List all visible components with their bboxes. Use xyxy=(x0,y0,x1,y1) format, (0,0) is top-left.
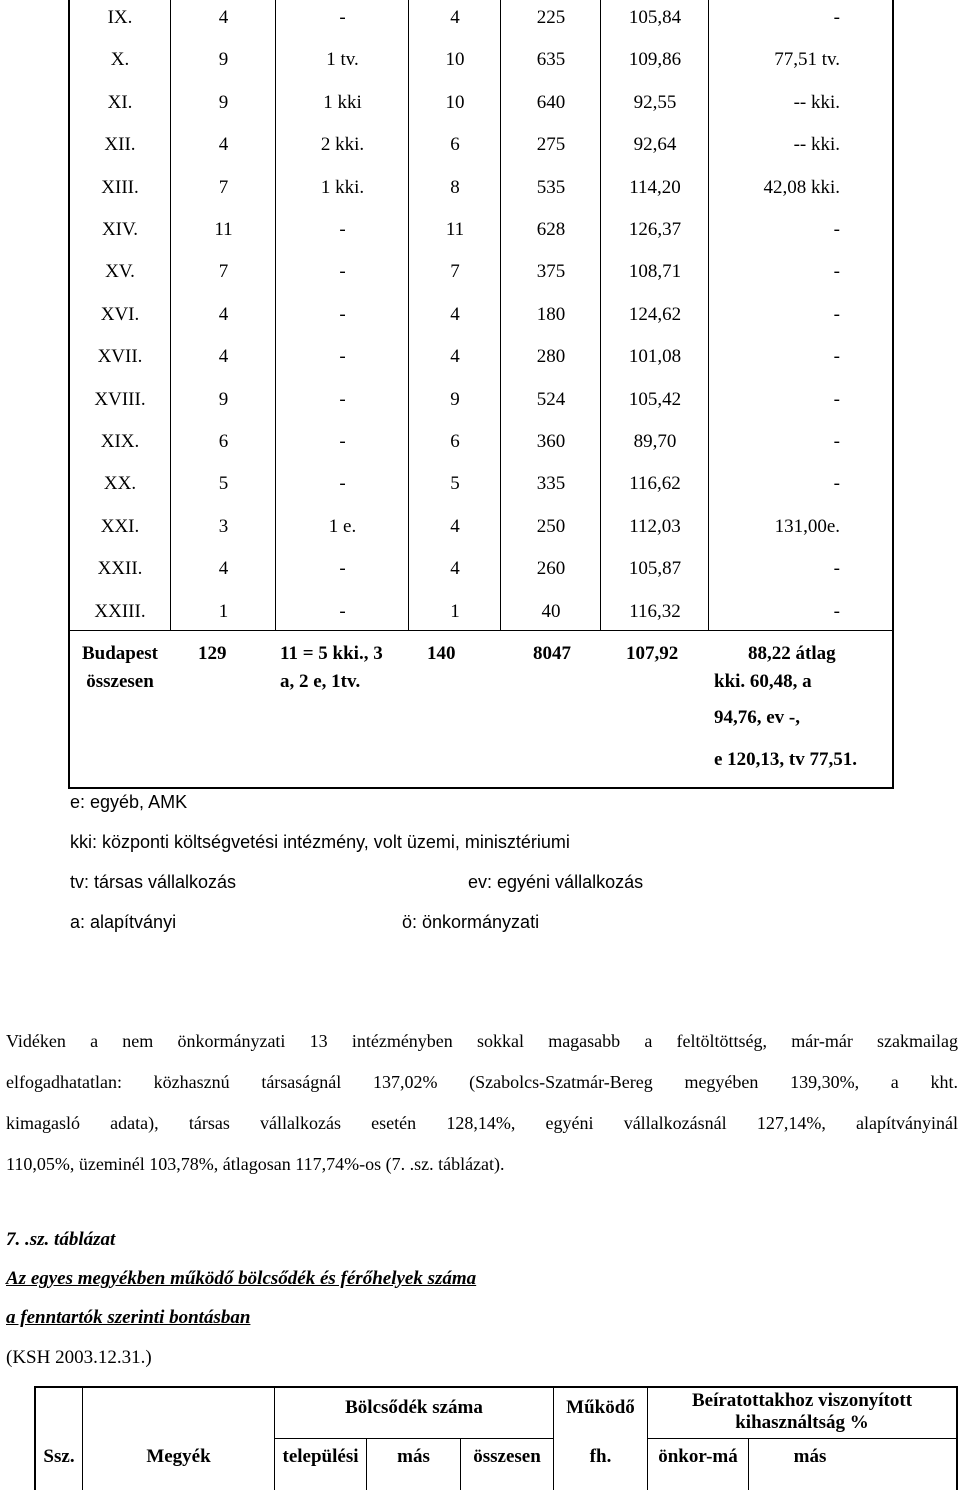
table-cell-c3: 11 xyxy=(445,219,465,240)
total-c3: 140 xyxy=(427,643,456,664)
table-cell-c5: 89,70 xyxy=(633,431,677,452)
table-cell-c3: 6 xyxy=(450,134,460,155)
table-cell-c4: 375 xyxy=(536,261,566,282)
paragraph-line: 110,05%, üzeminél 103,78%, átlagosan 117,74%-os (7. .sz. táblázat). xyxy=(6,1154,505,1174)
legend-e: e: egyéb, AMK xyxy=(70,792,188,812)
table-cell-c5: 92,55 xyxy=(633,92,677,113)
header-beiratottakhoz: Beíratottakhoz viszonyított kihasználtság % xyxy=(691,1390,913,1433)
table-cell-c1: 5 xyxy=(218,473,229,494)
table-cell-district: XI. xyxy=(107,92,133,113)
header-osszesen: összesen xyxy=(473,1446,541,1467)
table-cell-c5: 92,64 xyxy=(633,134,677,155)
table-cell-c5: 105,42 xyxy=(628,389,682,410)
table-cell-c4: 275 xyxy=(536,134,566,155)
table-cell-c6: 131,00e. xyxy=(774,516,840,537)
table-divider xyxy=(275,0,276,630)
table-cell-c1: 6 xyxy=(218,431,229,452)
total-c6-line4: e 120,13, tv 77,51. xyxy=(714,749,858,770)
table-cell-c1: 7 xyxy=(218,261,229,282)
table-cell-c4: 628 xyxy=(536,219,566,240)
table-cell-c6: - xyxy=(833,473,840,494)
table-cell-c3: 10 xyxy=(445,49,465,70)
table-cell-c1: 11 xyxy=(214,219,233,240)
total-c6-line3: 94,76, ev -, xyxy=(714,707,801,728)
table-cell-c4: 360 xyxy=(536,431,566,452)
table-cell-c5: 105,84 xyxy=(628,7,682,28)
total-label: Budapest összesen xyxy=(81,643,159,692)
legend-kki: kki: központi költségvetési intézmény, volt üzemi, minisztériumi xyxy=(70,832,570,852)
table-cell-district: XX. xyxy=(103,473,137,494)
table-cell-c5: 126,37 xyxy=(628,219,682,240)
table-cell-c6: -- kki. xyxy=(793,92,840,113)
table-cell-c4: 524 xyxy=(536,389,566,410)
table-cell-c5: 112,03 xyxy=(629,516,681,537)
table-divider xyxy=(274,1438,553,1439)
body-paragraph xyxy=(6,1021,958,1185)
legend-ev: ev: egyéni vállalkozás xyxy=(468,872,644,892)
table-cell-c3: 10 xyxy=(445,92,465,113)
table-divider xyxy=(708,0,709,630)
table-cell-c2: - xyxy=(339,261,346,282)
table-divider xyxy=(82,1386,83,1490)
table-cell-c2: - xyxy=(339,219,346,240)
table-cell-c5: 105,87 xyxy=(628,558,682,579)
table-cell-c3: 1 xyxy=(450,601,460,622)
table-cell-c2: - xyxy=(339,431,346,452)
table-title-line1: Az egyes megyékben működő bölcsődék és férőhelyek száma xyxy=(6,1268,477,1289)
table-cell-c2: 1 kki xyxy=(323,92,362,113)
total-c1: 129 xyxy=(198,643,227,664)
table-cell-c2: - xyxy=(339,7,346,28)
table-cell-c4: 335 xyxy=(536,473,566,494)
table-cell-c1: 9 xyxy=(218,92,229,113)
table-cell-c2: 2 kki. xyxy=(320,134,365,155)
table-cell-c1: 4 xyxy=(218,7,229,28)
table-cell-c2: - xyxy=(339,389,346,410)
table-cell-c3: 8 xyxy=(450,177,460,198)
header-fh: fh. xyxy=(589,1446,612,1467)
table-number: 7. .sz. táblázat xyxy=(6,1229,116,1250)
table-divider xyxy=(68,630,894,631)
table-cell-c4: 280 xyxy=(536,346,566,367)
table-cell-c5: 124,62 xyxy=(628,304,682,325)
table-cell-c5: 116,62 xyxy=(629,473,681,494)
header-megyek: Megyék xyxy=(146,1446,211,1467)
table-cell-c1: 7 xyxy=(218,177,229,198)
total-c2: 11 = 5 kki., 3 a, 2 e, 1tv. xyxy=(280,643,383,692)
table-cell-c5: 116,32 xyxy=(629,601,681,622)
table-cell-c4: 640 xyxy=(536,92,566,113)
table-cell-c6: - xyxy=(833,261,840,282)
table-cell-c1: 4 xyxy=(218,346,229,367)
table-cell-c3: 9 xyxy=(450,389,460,410)
table-title-line2: a fenntartók szerinti bontásban xyxy=(6,1307,251,1328)
legend-tv: tv: társas vállalkozás xyxy=(70,872,237,892)
paragraph-line: Vidéken a nem önkormányzati 13 intézményben sokkal magasabb a feltöltöttség, már-már szakmailag xyxy=(6,1031,958,1051)
table-cell-district: XV. xyxy=(105,261,135,282)
table-cell-c1: 4 xyxy=(218,304,229,325)
table-cell-c1: 3 xyxy=(218,516,229,537)
total-c4: 8047 xyxy=(533,643,571,664)
table-cell-c4: 260 xyxy=(536,558,566,579)
table-cell-district: X. xyxy=(110,49,130,70)
table-divider xyxy=(500,0,501,630)
table-cell-c2: - xyxy=(339,473,346,494)
table-cell-c6: - xyxy=(833,7,840,28)
table-cell-c3: 4 xyxy=(450,516,460,537)
table-divider xyxy=(408,0,409,630)
table-cell-district: XXIII. xyxy=(94,601,146,622)
table-cell-district: XVI. xyxy=(100,304,140,325)
table-cell-c4: 635 xyxy=(536,49,566,70)
table-source: (KSH 2003.12.31.) xyxy=(6,1347,152,1368)
table-cell-c2: - xyxy=(339,346,346,367)
header-mukodo: Működő xyxy=(566,1397,635,1418)
table-cell-c3: 4 xyxy=(450,304,460,325)
table-cell-district: IX. xyxy=(107,7,133,28)
table-cell-c2: 1 e. xyxy=(328,516,357,537)
table-divider xyxy=(170,0,171,630)
header-ssz: Ssz. xyxy=(43,1446,75,1467)
table-cell-c1: 1 xyxy=(218,601,229,622)
total-c5: 107,92 xyxy=(626,643,679,664)
table-cell-c2: - xyxy=(339,304,346,325)
table-cell-c6: - xyxy=(833,431,840,452)
paragraph-line: elfogadhatatlan: közhasznú társaságnál 137,02% (Szabolcs-Szatmár-Bereg megyében 139,30%, a kht. xyxy=(6,1072,958,1092)
table-cell-c5: 114,20 xyxy=(629,177,681,198)
table-cell-district: XXI. xyxy=(100,516,140,537)
table-cell-c6: 77,51 tv. xyxy=(774,49,840,70)
table-cell-c5: 108,71 xyxy=(628,261,682,282)
table-cell-c6: 42,08 kki. xyxy=(763,177,840,198)
header-bolcsodek-szama: Bölcsődék száma xyxy=(345,1397,483,1418)
table-cell-district: XIV. xyxy=(101,219,139,240)
table-cell-c2: - xyxy=(339,601,346,622)
table-cell-c5: 101,08 xyxy=(628,346,682,367)
table-cell-c3: 4 xyxy=(450,558,460,579)
table-divider xyxy=(600,0,601,630)
table-cell-c5: 109,86 xyxy=(628,49,682,70)
table-cell-c3: 7 xyxy=(450,261,460,282)
paragraph-line: kimagasló adata), társas vállalkozás esetén 128,14%, egyéni vállalkozásnál 127,14%, alapítványinál xyxy=(6,1113,958,1133)
total-c6: 88,22 átlag kki. 60,48, a xyxy=(714,643,836,692)
table-cell-c1: 4 xyxy=(218,134,229,155)
table-cell-c6: - xyxy=(833,219,840,240)
table-cell-c1: 4 xyxy=(218,558,229,579)
table-cell-c6: - xyxy=(833,558,840,579)
table-cell-c4: 535 xyxy=(536,177,566,198)
table-cell-c6: -- kki. xyxy=(793,134,840,155)
table-cell-district: XVII. xyxy=(97,346,143,367)
header-mas: más xyxy=(397,1446,430,1467)
table-cell-c1: 9 xyxy=(218,49,229,70)
table-cell-c4: 40 xyxy=(541,601,561,622)
header-onkor-ma: önkor-má xyxy=(658,1446,738,1467)
header-telepulesi: települési xyxy=(282,1446,359,1467)
table-cell-c2: 1 tv. xyxy=(326,49,359,70)
table-cell-c1: 9 xyxy=(218,389,229,410)
table-divider xyxy=(647,1438,958,1439)
legend-o: ö: önkormányzati xyxy=(402,912,540,932)
table-cell-district: XII. xyxy=(104,134,136,155)
table-cell-c3: 4 xyxy=(450,7,460,28)
table-cell-c6: - xyxy=(833,389,840,410)
table-cell-district: XIX. xyxy=(100,431,140,452)
table-cell-c3: 5 xyxy=(450,473,460,494)
table-cell-c3: 4 xyxy=(450,346,460,367)
table-cell-c4: 250 xyxy=(536,516,566,537)
table-cell-c3: 6 xyxy=(450,431,460,452)
table-cell-c4: 180 xyxy=(536,304,566,325)
table-cell-district: XVIII. xyxy=(94,389,146,410)
table-cell-district: XIII. xyxy=(101,177,139,198)
table-cell-c6: - xyxy=(833,346,840,367)
table-cell-c2: - xyxy=(339,558,346,579)
table-cell-c6: - xyxy=(833,601,840,622)
table-cell-c6: - xyxy=(833,304,840,325)
table-cell-c2: 1 kki. xyxy=(320,177,365,198)
header-mas2: más xyxy=(793,1446,827,1467)
legend-a: a: alapítványi xyxy=(70,912,177,932)
table-cell-c4: 225 xyxy=(536,7,566,28)
table-cell-district: XXII. xyxy=(97,558,143,579)
